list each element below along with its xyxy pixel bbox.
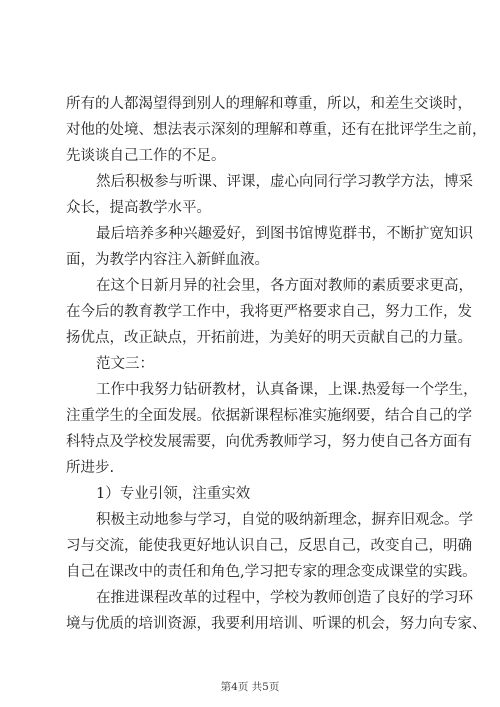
paragraph-3-line-2: 面，为教学内容注入新鲜血液。 [66,252,269,268]
paragraph-1-line-2: 对他的处境、想法表示深刻的理解和尊重，还有在批评学生之前， [66,122,487,138]
paragraph-6-line-3: 科特点及学校发展需要，向优秀教师学习，努力使自己各方面有 [66,434,472,450]
paragraph-6-line-4: 所进步. [66,460,115,476]
paragraph-9-line-2: 境与优质的培训资源，我要利用培训、听课的机会，努力向专家、 [66,616,487,632]
paragraph-4-line-1: 在这个日新月异的社会里，各方面对教师的素质要求更高， [96,278,473,294]
paragraph-3-line-1: 最后培养多种兴趣爱好，到图书馆博览群书，不断扩宽知识 [96,226,473,242]
paragraph-4-line-3: 扬优点，改正缺点，开拓前进，为美好的明天贡献自己的力量。 [66,330,472,346]
page-number-footer: 第4页 共5页 [220,681,280,693]
paragraph-8-line-2: 习与交流，能使我更好地认识自己，反思自己，改变自己，明确 [66,538,472,554]
paragraph-6-line-1: 工作中我努力钻研教材，认真备课，上课.热爱每一个学生， [96,382,478,398]
paragraph-9-line-1: 在推进课程改革的过程中，学校为教师创造了良好的学习环 [96,590,473,606]
paragraph-4-line-2: 在今后的教育教学工作中，我将更严格要求自己，努力工作，发 [66,304,472,320]
paragraph-2-line-2: 众长，提高教学水平。 [66,200,211,216]
paragraph-1-line-3: 先谈谈自己工作的不足。 [66,148,226,164]
paragraph-6-line-2: 注重学生的全面发展。依据新课程标准实施纲要，结合自己的学 [66,408,472,424]
section-heading-fanwen-san: 范文三： [96,356,154,372]
paragraph-1-line-1: 所有的人都渴望得到别人的理解和尊重，所以，和差生交谈时， [66,96,472,112]
paragraph-8-line-1: 积极主动地参与学习，自觉的吸纳新理念，摒弃旧观念。学 [96,512,473,528]
subheading-zhuanye-yinling: 1）专业引领，注重实效 [96,486,251,502]
paragraph-2-line-1: 然后积极参与听课、评课，虚心向同行学习教学方法，博采 [96,174,473,190]
paragraph-8-line-3: 自己在课改中的责任和角色,学习把专家的理念变成课堂的实践。 [66,564,477,580]
